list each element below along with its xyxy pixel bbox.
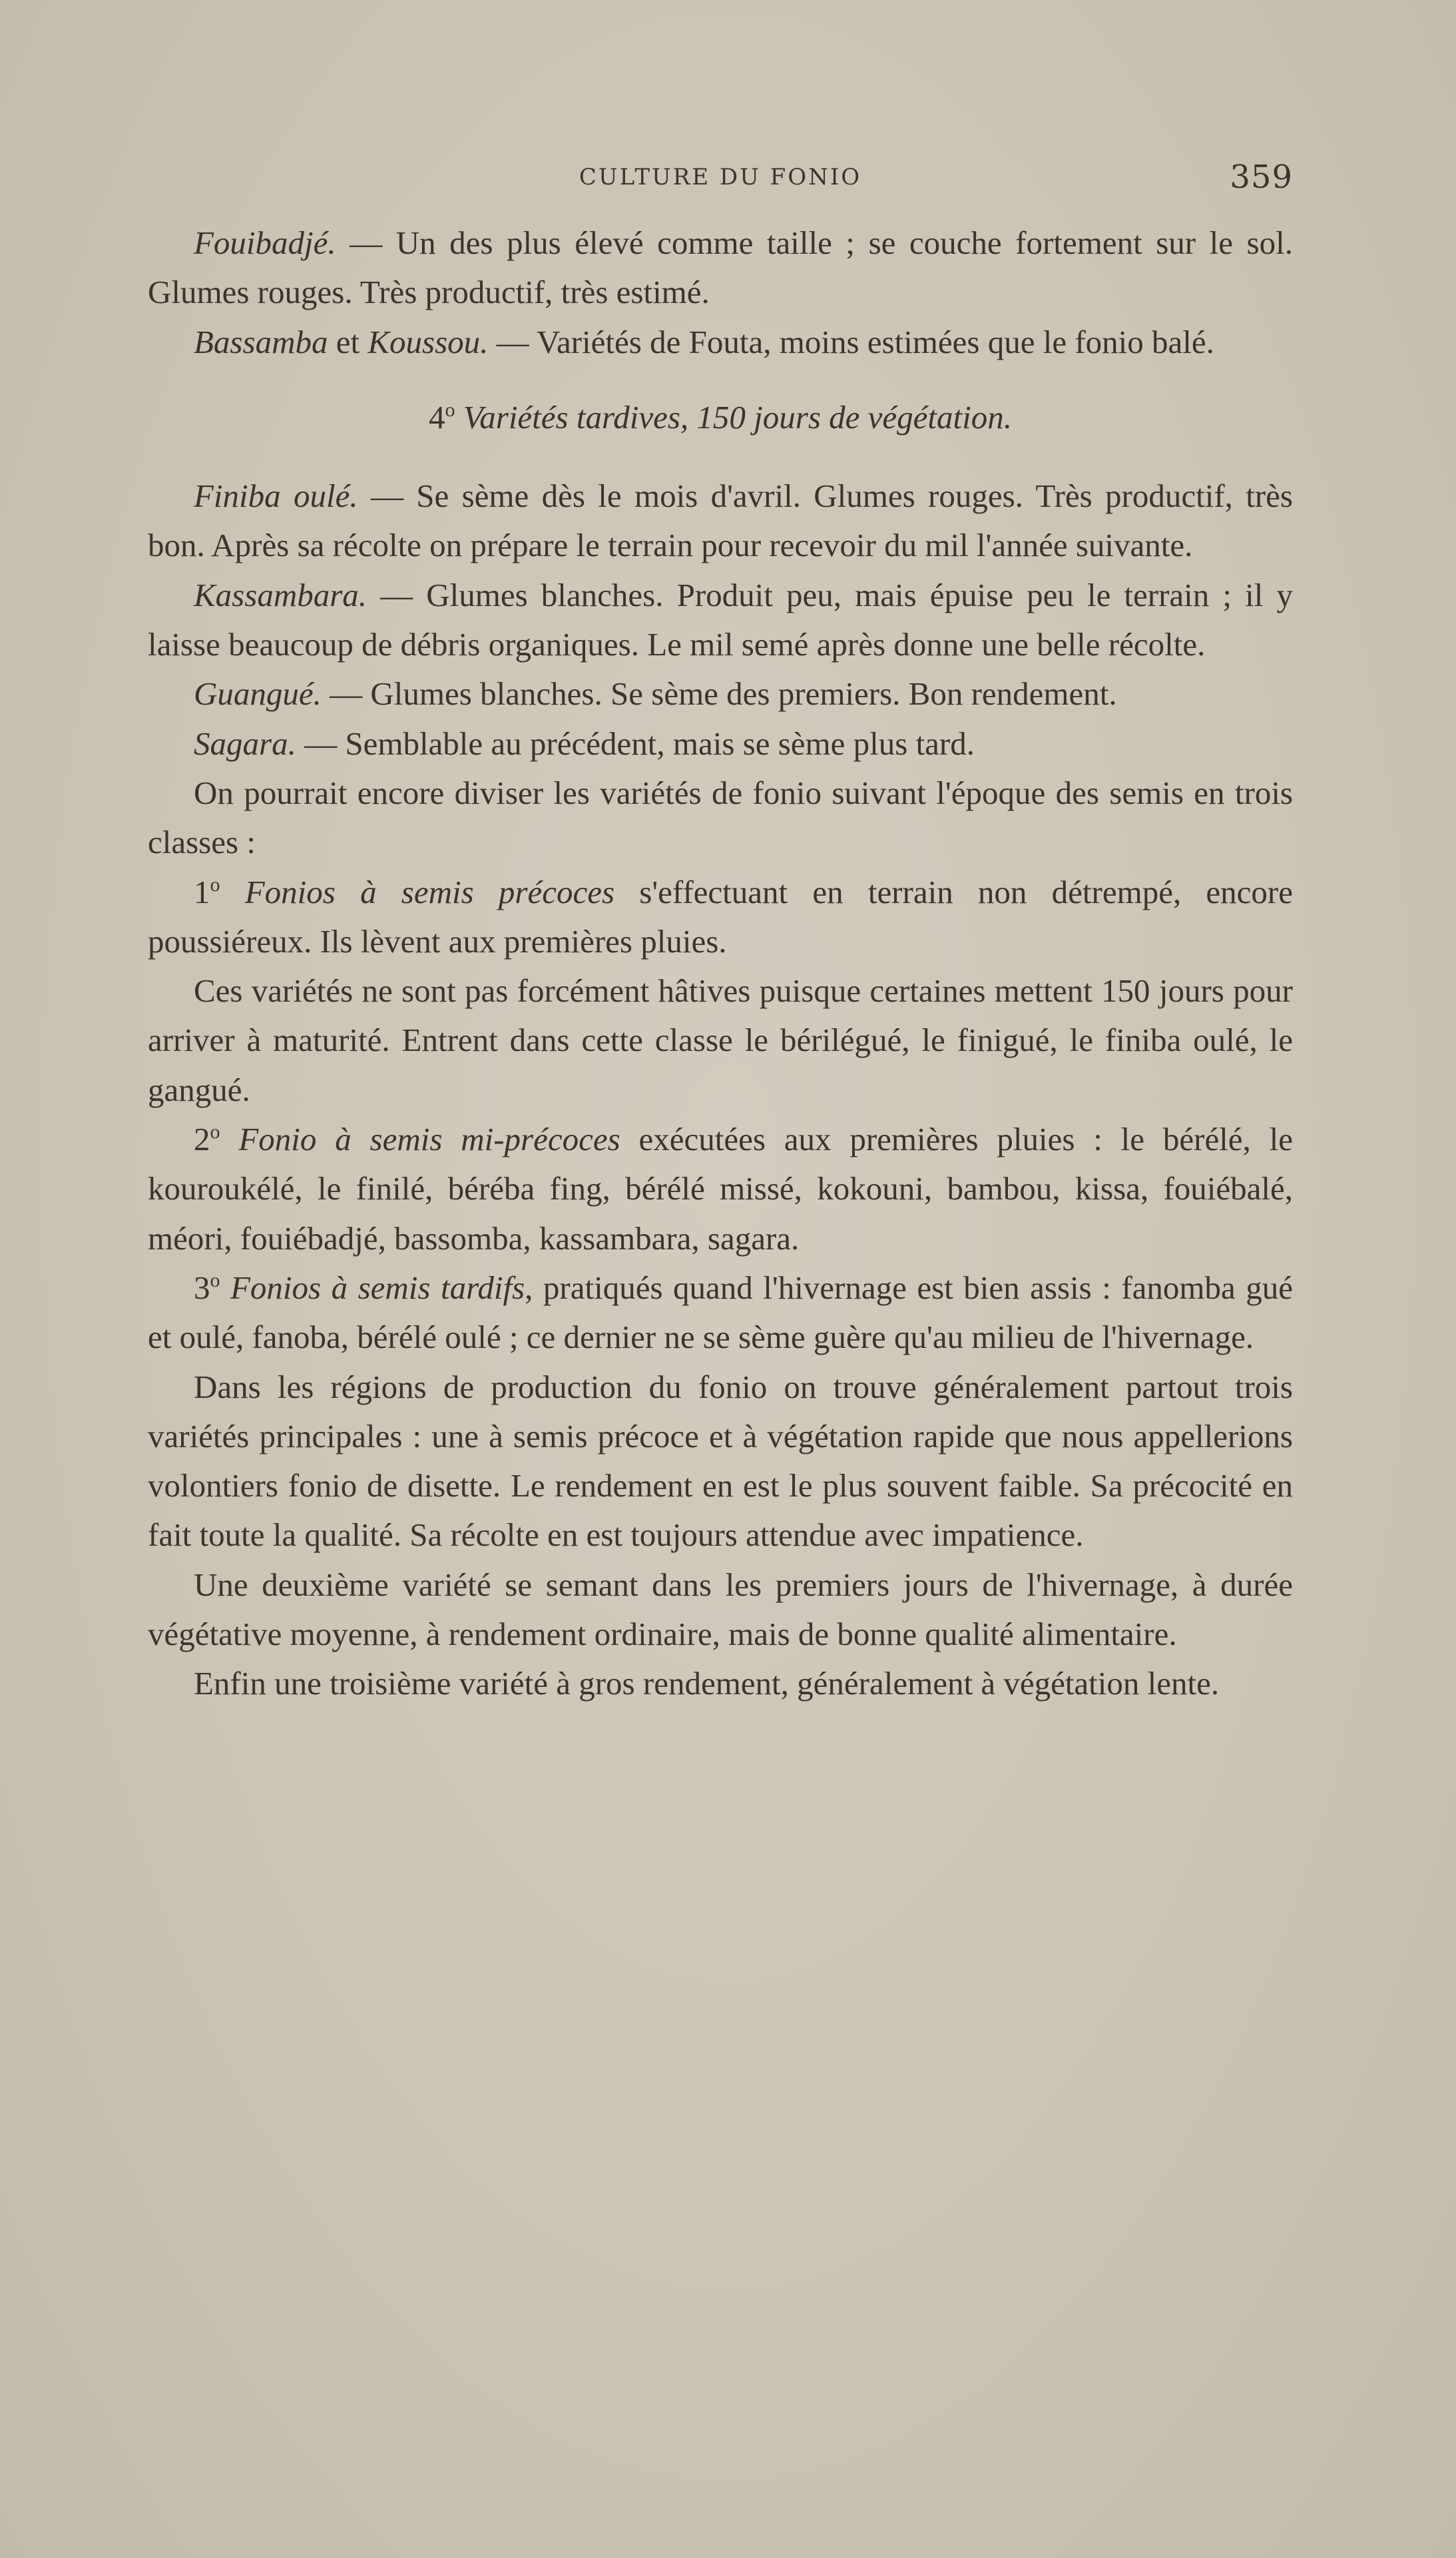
list-number: 3 (194, 1269, 210, 1306)
paragraph-deuxieme (148, 1560, 1293, 1660)
paragraph-text: , pratiqués quand l'hivernage est bien assis : fanomba gué et oulé, fanoba, bérélé oulé ; ce dernier ne se sème guère qu'au milieu de l'hivernage. (148, 1269, 1293, 1356)
list-number: 1 (194, 873, 210, 910)
variety-name: Bassamba (194, 323, 328, 360)
class-name: Fonios à semis précoces (220, 873, 615, 910)
paragraph-classes-intro (148, 769, 1293, 868)
paragraph-class-3 (148, 1263, 1293, 1363)
paragraph-bassamba (148, 318, 1293, 367)
conjunction: et (328, 323, 368, 360)
paragraph-kassambara (148, 571, 1293, 670)
paragraph-hatives (148, 966, 1293, 1115)
section-heading (148, 393, 1293, 442)
paragraph-text: — Un des plus élevé comme taille ; se couche fortement sur le sol. Glumes rouges. Très productif, très estimé. (148, 224, 1293, 311)
paragraph-text: Dans les régions de production du fonio on trouve généralement partout trois variétés principales : une à semis précoce et à végétation rapide que nous appellerions volontiers fonio de disette. Le rendement en est le plus souvent faible. Sa précocité en fait toute la qualité. Sa récolte en est toujours attendue avec impatience. (148, 1368, 1293, 1554)
variety-name: Sagara. (194, 725, 296, 762)
paragraph-text: exécutées aux premières pluies : le bérélé, le kouroukélé, le finilé, béréba fing, bérélé missé, kokouni, bambou, kissa, fouiébalé, méori, fouiébadjé, bassomba, kassambara, sagara. (148, 1121, 1293, 1257)
ordinal-mark: o (445, 398, 455, 421)
paragraph-class-1 (148, 868, 1293, 967)
variety-name: Kassambara. (194, 576, 367, 613)
paragraph-text: — Variétés de Fouta, moins estimées que le fonio balé. (488, 323, 1214, 360)
paragraph-text: Ces variétés ne sont pas forcément hâtives puisque certaines mettent 150 jours pour arriver à maturité. Entrent dans cette classe le bérilégué, le finigué, le finiba oulé, le gangué. (148, 972, 1293, 1108)
ordinal-mark: o (210, 1121, 220, 1143)
variety-name: Koussou. (367, 323, 489, 360)
paragraph-finiba-oule (148, 472, 1293, 571)
ordinal-mark: o (210, 1269, 220, 1291)
class-name: Fonios à semis tardifs (220, 1269, 525, 1306)
running-head (148, 159, 1293, 205)
paragraph-text: Enfin une troisième variété à gros rendement, généralement à végétation lente. (194, 1665, 1220, 1702)
page-number: 359 (1230, 159, 1293, 196)
paragraph-class-2 (148, 1115, 1293, 1263)
paragraph-troisieme (148, 1659, 1293, 1708)
list-number: 2 (194, 1121, 210, 1158)
paragraph-guangue (148, 669, 1293, 719)
heading-text: Variétés tardives, 150 jours de végétation. (455, 398, 1012, 436)
paragraph-text: Une deuxième variété se semant dans les premiers jours de l'hivernage, à durée végétative moyenne, à rendement ordinaire, mais de bonne qualité alimentaire. (148, 1566, 1293, 1653)
heading-number: 4 (429, 398, 445, 436)
class-name: Fonio à semis mi-précoces (220, 1121, 620, 1158)
paragraph-text: — Glumes blanches. Produit peu, mais épuise peu le terrain ; il y laisse beaucoup de débris organiques. Le mil semé après donne une belle récolte. (148, 576, 1293, 663)
running-title: CULTURE DU FONIO (579, 164, 862, 190)
paragraph-text: — Semblable au précédent, mais se sème plus tard. (296, 725, 975, 762)
page-body (148, 218, 1293, 1709)
paragraph-text: s'effectuant en terrain non détrempé, encore poussiéreux. Ils lèvent aux premières pluies. (148, 873, 1293, 960)
ordinal-mark: o (210, 873, 220, 896)
variety-name: Fouibadjé. (194, 224, 336, 261)
paragraph-regions (148, 1363, 1293, 1560)
variety-name: Guangué. (194, 675, 322, 713)
paragraph-fouibadje (148, 218, 1293, 318)
variety-name: Finiba oulé. (194, 478, 358, 515)
paragraph-text: On pourrait encore diviser les variétés de fonio suivant l'époque des semis en trois classes : (148, 774, 1293, 861)
paragraph-text: — Se sème dès le mois d'avril. Glumes rouges. Très productif, très bon. Après sa récolte on prépare le terrain pour recevoir du mil l'année suivante. (148, 478, 1293, 564)
paragraph-sagara (148, 719, 1293, 769)
paragraph-text: — Glumes blanches. Se sème des premiers. Bon rendement. (321, 675, 1117, 713)
